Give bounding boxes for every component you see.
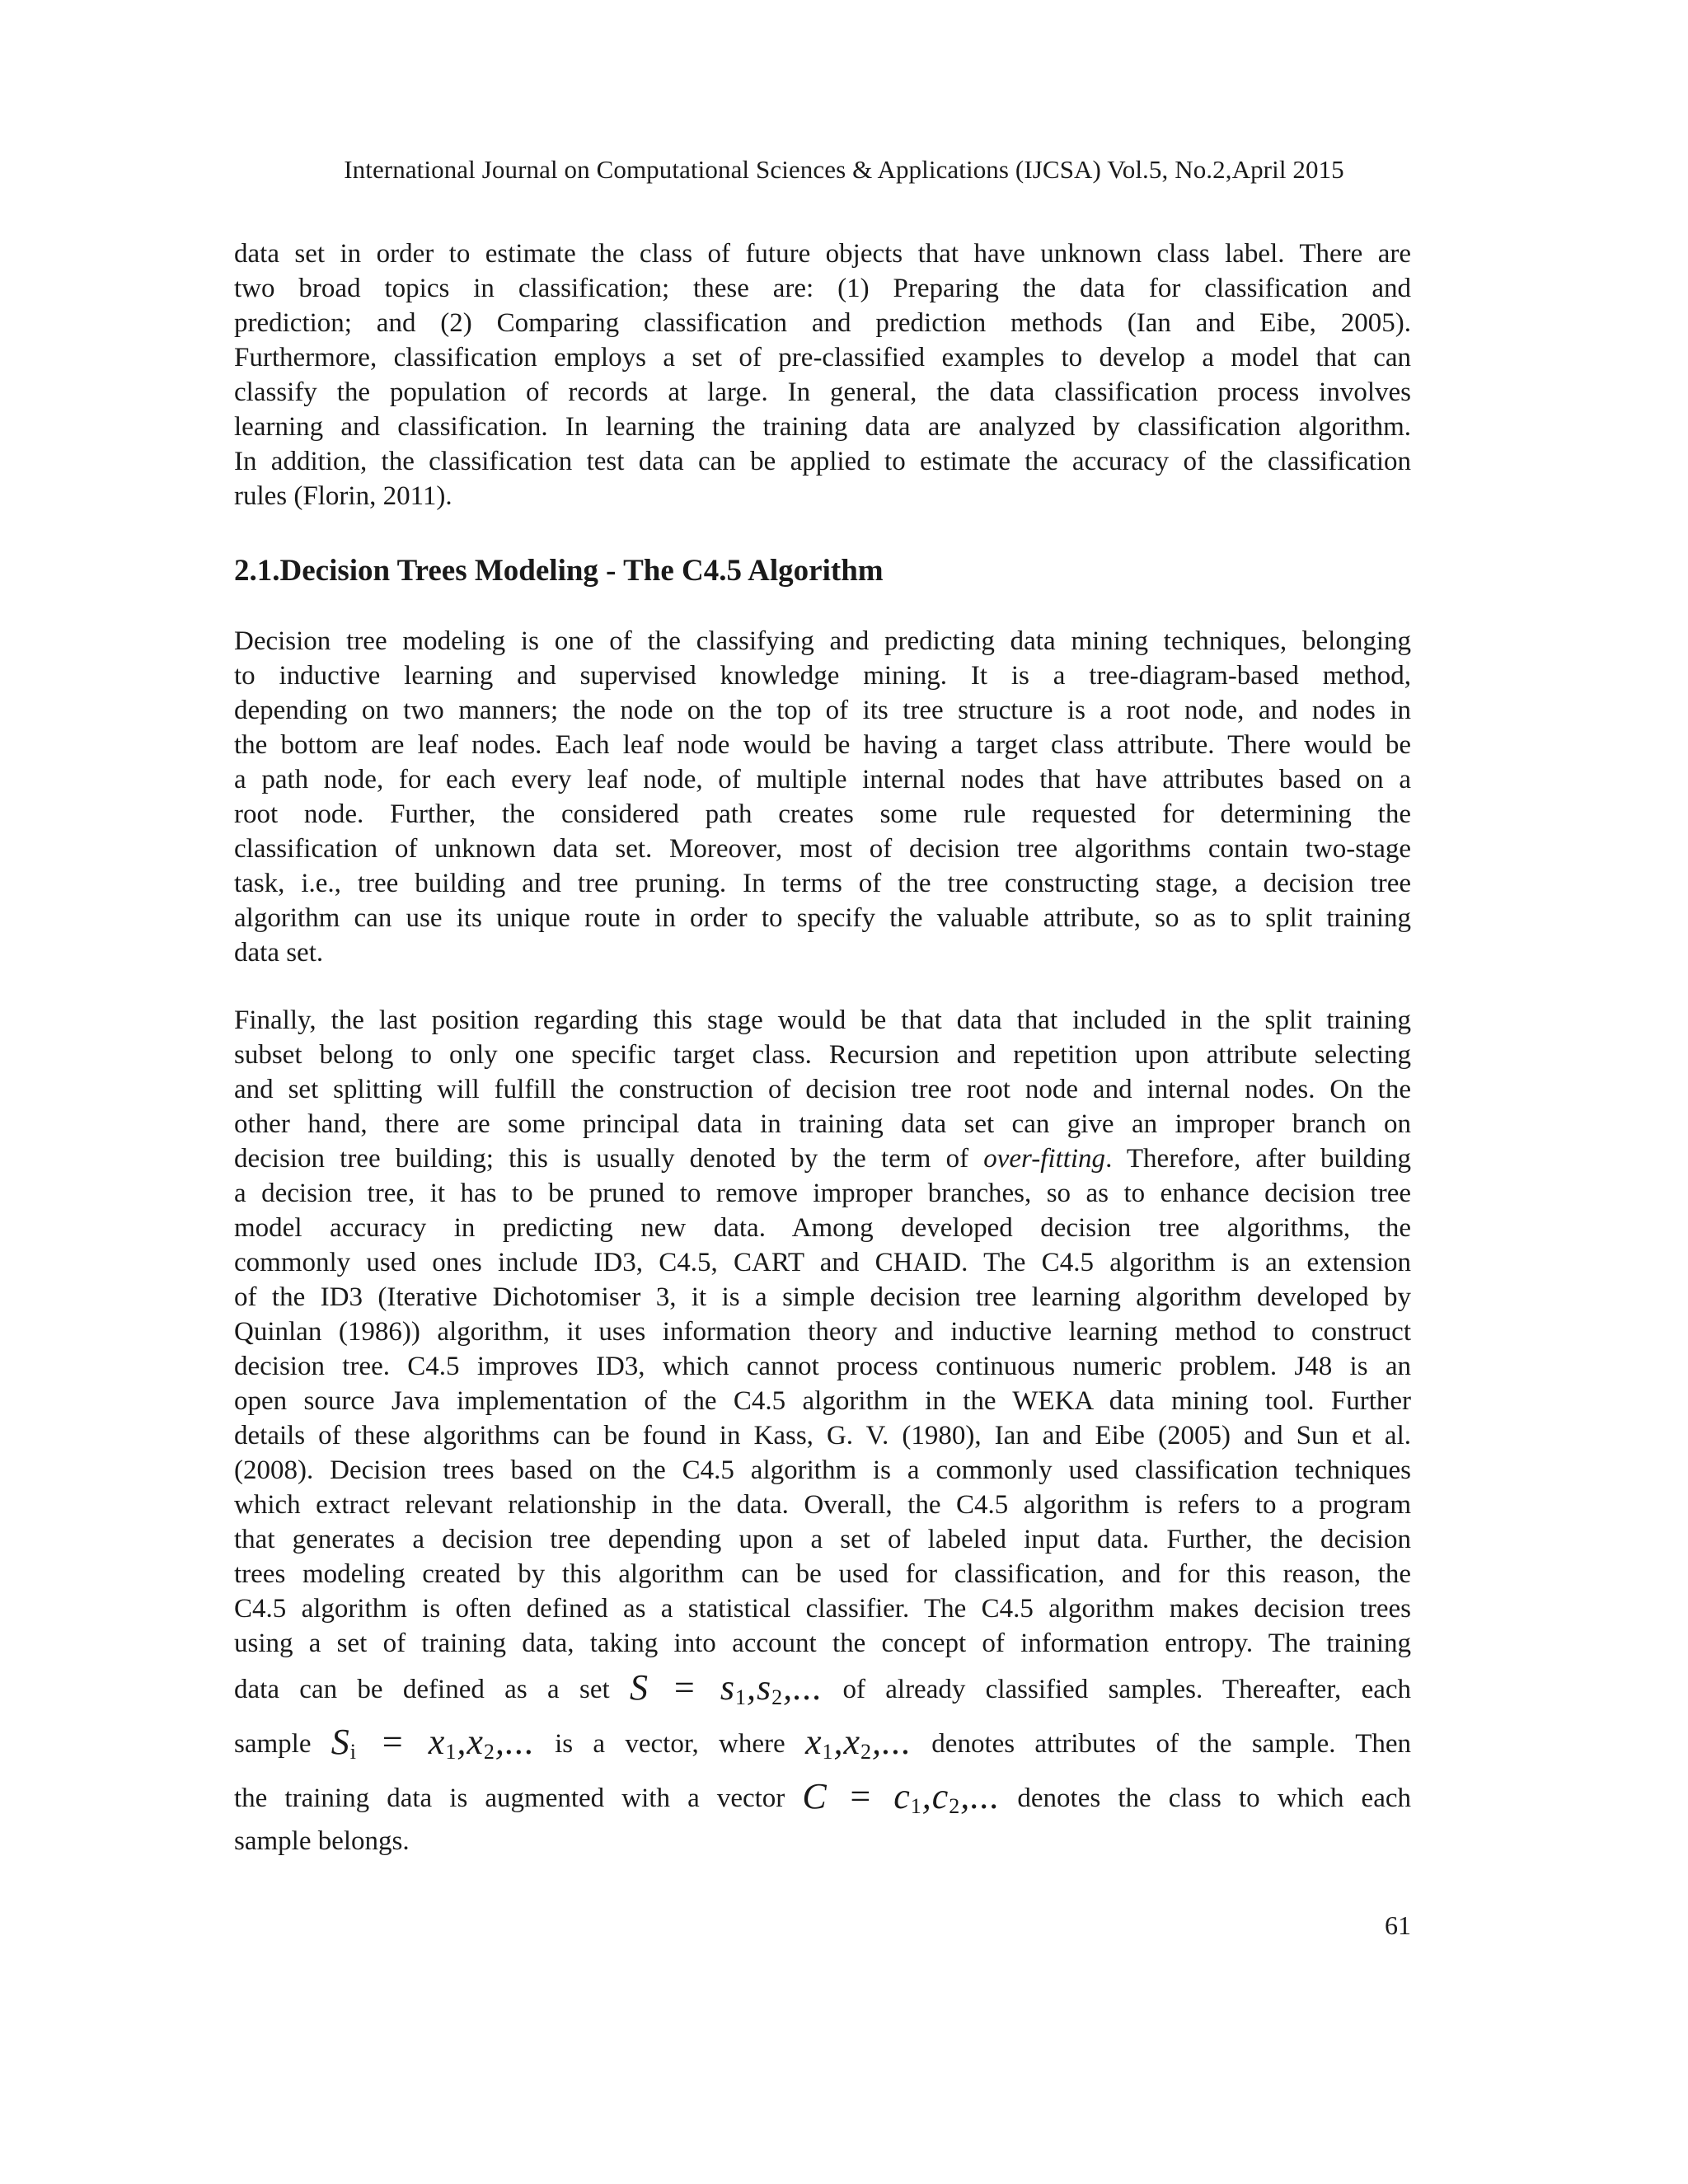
- text-line: two broad topics in classification; these are: (1) Preparing the data for classification and: [234, 274, 1411, 303]
- text-line: to inductive learning and supervised knowledge mining. It is a tree-diagram-based method,: [234, 661, 1411, 691]
- paragraph-c45: [234, 1003, 1411, 1858]
- text-line: a decision tree, it has to be pruned to remove improper branches, so as to enhance decision tree: [234, 1179, 1411, 1208]
- text-line: the bottom are leaf nodes. Each leaf node would be having a target class attribute. There would be: [234, 730, 1411, 760]
- text-line: using a set of training data, taking into account the concept of information entropy. The training: [234, 1629, 1411, 1658]
- text-line: data set in order to estimate the class of future objects that have unknown class label. There are: [234, 239, 1411, 269]
- text-line: that generates a decision tree depending upon a set of labeled input data. Further, the decision: [234, 1525, 1411, 1554]
- paragraph-decision-trees: [234, 624, 1411, 970]
- text-line: root node. Further, the considered path creates some rule requested for determining the: [234, 799, 1411, 829]
- text-line: (2008). Decision trees based on the C4.5 algorithm is a commonly used classification techniques: [234, 1455, 1411, 1485]
- text-line: classification of unknown data set. Moreover, most of decision tree algorithms contain two-stage: [234, 834, 1411, 864]
- text-line: commonly used ones include ID3, C4.5, CART and CHAID. The C4.5 algorithm is an extension: [234, 1248, 1411, 1277]
- text-line: In addition, the classification test data can be applied to estimate the accuracy of the classification: [234, 447, 1411, 476]
- page-number: 61: [1385, 1910, 1411, 1940]
- section-heading: 2.1.Decision Trees Modeling - The C4.5 Algorithm: [234, 554, 884, 588]
- journal-header: International Journal on Computational Sciences & Applications (IJCSA) Vol.5, No.2,April 2015: [344, 155, 1344, 184]
- text-line: Furthermore, classification employs a set of pre-classified examples to develop a model that can: [234, 343, 1411, 373]
- text-segment: . Therefore, after building: [1105, 1144, 1411, 1174]
- text-line: data set.: [234, 938, 324, 968]
- text-line: C4.5 algorithm is often defined as a statistical classifier. The C4.5 algorithm makes decision trees: [234, 1594, 1411, 1624]
- text-line: classify the population of records at large. In general, the data classification process involves: [234, 377, 1411, 407]
- text-line: model accuracy in predicting new data. Among developed decision tree algorithms, the: [234, 1213, 1411, 1243]
- text-segment: data can be defined as a set: [234, 1675, 610, 1704]
- text-segment: the training data is augmented with a vector: [234, 1783, 785, 1813]
- text-line: learning and classification. In learning the training data are analyzed by classification algorithm.: [234, 412, 1411, 442]
- text-segment: sample: [234, 1729, 312, 1759]
- text-line: subset belong to only one specific target class. Recursion and repetition upon attribute selecting: [234, 1040, 1411, 1070]
- text-line: Finally, the last position regarding this stage would be that data that included in the split training: [234, 1005, 1411, 1035]
- text-line: of the ID3 (Iterative Dichotomiser 3, it is a simple decision tree learning algorithm developed by: [234, 1282, 1411, 1312]
- math-sample-si: $S_i = x_1,x_2$,...: [331, 1722, 535, 1764]
- text-line: and set splitting will fulfill the construction of decision tree root node and internal nodes. On the: [234, 1075, 1411, 1104]
- math-attributes-x: $x_1,x_2$,...: [804, 1722, 912, 1764]
- text-segment: denotes the class to which each: [1017, 1783, 1411, 1813]
- math-vector-c: $C = c_1,c_2$,...: [802, 1776, 1001, 1818]
- text-line: trees modeling created by this algorithm can be used for classification, and for this reason, the: [234, 1559, 1411, 1589]
- text-segment: denotes attributes of the sample. Then: [931, 1729, 1412, 1759]
- text-line: task, i.e., tree building and tree pruning. In terms of the tree constructing stage, a decision tree: [234, 869, 1411, 898]
- text-line-with-emphasis: [234, 1141, 1411, 1176]
- text-line: depending on two manners; the node on the top of its tree structure is a root node, and nodes in: [234, 696, 1411, 725]
- text-line-with-math: [234, 1661, 1411, 1715]
- emphasis-over-fitting: over-fitting: [983, 1144, 1106, 1174]
- text-line: rules (Florin, 2011).: [234, 481, 452, 511]
- text-line: other hand, there are some principal data in training data set can give an improper branch on: [234, 1109, 1411, 1139]
- text-line: open source Java implementation of the C4.5 algorithm in the WEKA data mining tool. Further: [234, 1386, 1411, 1416]
- text-segment: is a vector, where: [555, 1729, 785, 1759]
- paragraph-intro: [234, 237, 1411, 513]
- text-line-with-math: [234, 1715, 1411, 1769]
- text-line: Quinlan (1986)) algorithm, it uses information theory and inductive learning method to construct: [234, 1317, 1411, 1347]
- text-line: which extract relevant relationship in the data. Overall, the C4.5 algorithm is refers to a program: [234, 1490, 1411, 1520]
- math-set-s: $S = s_1,s_2$,...: [629, 1667, 823, 1709]
- text-line: prediction; and (2) Comparing classification and prediction methods (Ian and Eibe, 2005).: [234, 308, 1411, 338]
- text-line: decision tree. C4.5 improves ID3, which cannot process continuous numeric problem. J48 is an: [234, 1352, 1411, 1381]
- text-line: algorithm can use its unique route in order to specify the valuable attribute, so as to split training: [234, 903, 1411, 933]
- text-line: details of these algorithms can be found in Kass, G. V. (1980), Ian and Eibe (2005) and Sun et al.: [234, 1421, 1411, 1451]
- text-line: a path node, for each every leaf node, of multiple internal nodes that have attributes based on a: [234, 765, 1411, 794]
- text-line: sample belongs.: [234, 1826, 410, 1856]
- text-line: Decision tree modeling is one of the classifying and predicting data mining techniques, belonging: [234, 626, 1411, 656]
- text-line-with-math: [234, 1769, 1411, 1824]
- text-segment: decision tree building; this is usually denoted by the term of: [234, 1144, 984, 1174]
- text-segment: of already classified samples. Thereafter, each: [842, 1675, 1412, 1704]
